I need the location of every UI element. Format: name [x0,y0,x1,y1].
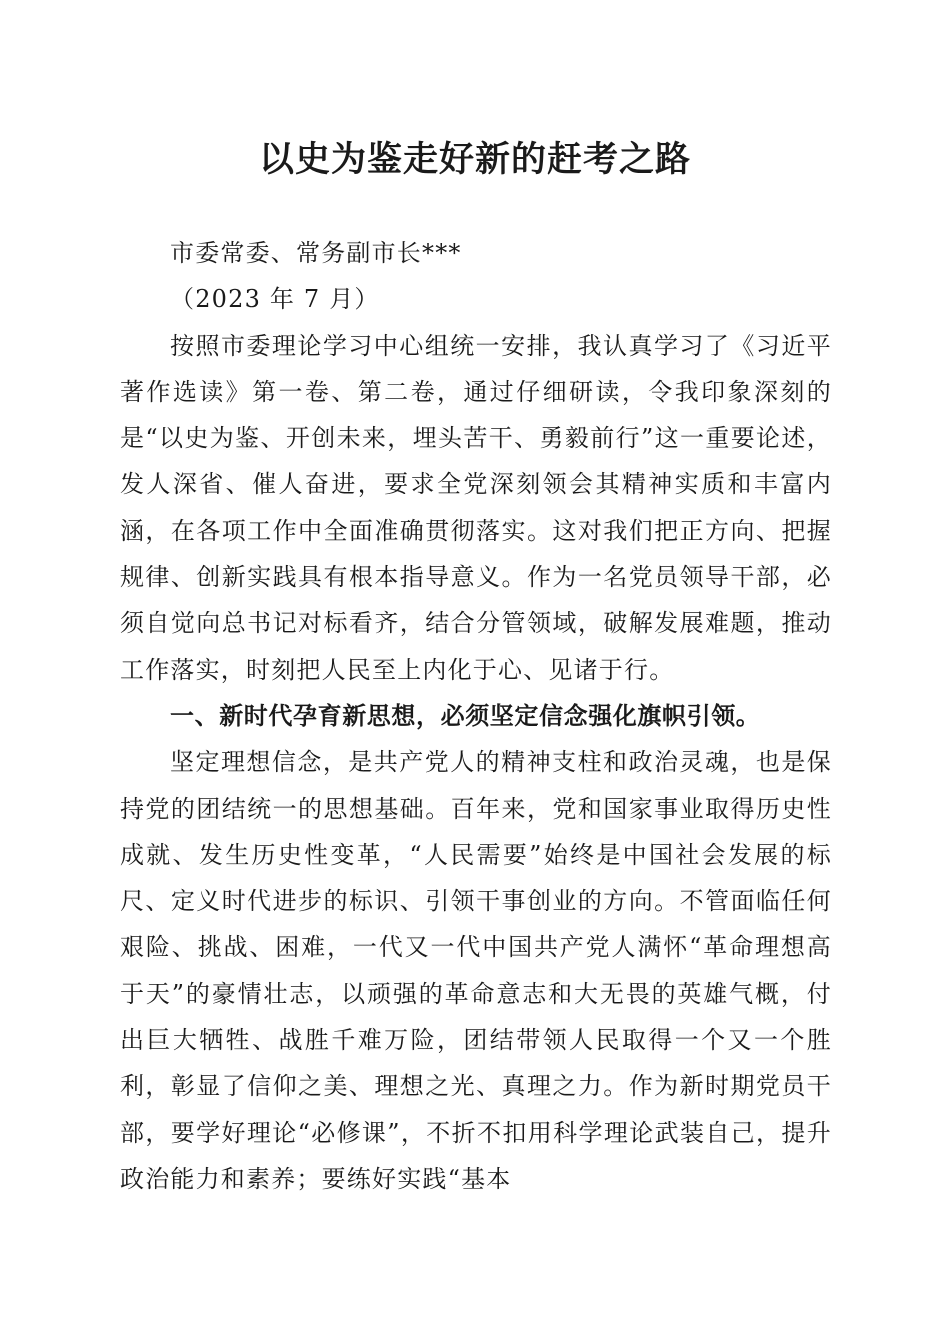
author-line: 市委常委、常务副市长*** [170,239,462,267]
section-heading-1: 一、新时代孕育新思想，必须坚定信念强化旗帜引领。 [170,701,761,730]
date-line: （2023 年 7 月） [170,285,380,314]
document-title: 以史为鉴走好新的赶考之路 [258,139,691,180]
document-body [120,230,832,1202]
paragraph-intro: 按照市委理论学习中心组统一安排，我认真学习了《习近平著作选读》第一卷、第二卷，通过仔细研读，令我印象深刻的是“以史为鉴、开创未来，埋头苦干、勇毅前行”这一重要论述，发人深省、催人奋进，要求全党深刻领会其精神实质和丰富内涵，在各项工作中全面准确贯彻落实。这对我们把正方向、把握规律、创新实践具有根本指导意义。作为一名党员领导干部，必须自觉向总书记对标看齐，结合分管领域，破解发展难题，推动工作落实，时刻把人民至上内化于心、见诸于行。 [120,331,832,684]
paragraph-section-1: 坚定理想信念，是共产党人的精神支柱和政治灵魂，也是保持党的团结统一的思想基础。百年来，党和国家事业取得历史性成就、发生历史性变革，“人民需要”始终是中国社会发展的标尺、定义时代进步的标识、引领干事创业的方向。不管面临任何艰险、挑战、困难，一代又一代中国共产党人满怀“革命理想高于天”的豪情壮志，以顽强的革命意志和大无畏的英雄气概，付出巨大牺牲、战胜千难万险，团结带领人民取得一个又一个胜利，彰显了信仰之美、理想之光、真理之力。作为新时期党员干部，要学好理论“必修课”，不折不扣用科学理论武装自己，提升政治能力和素养；要练好实践“基本 [120,748,832,1193]
